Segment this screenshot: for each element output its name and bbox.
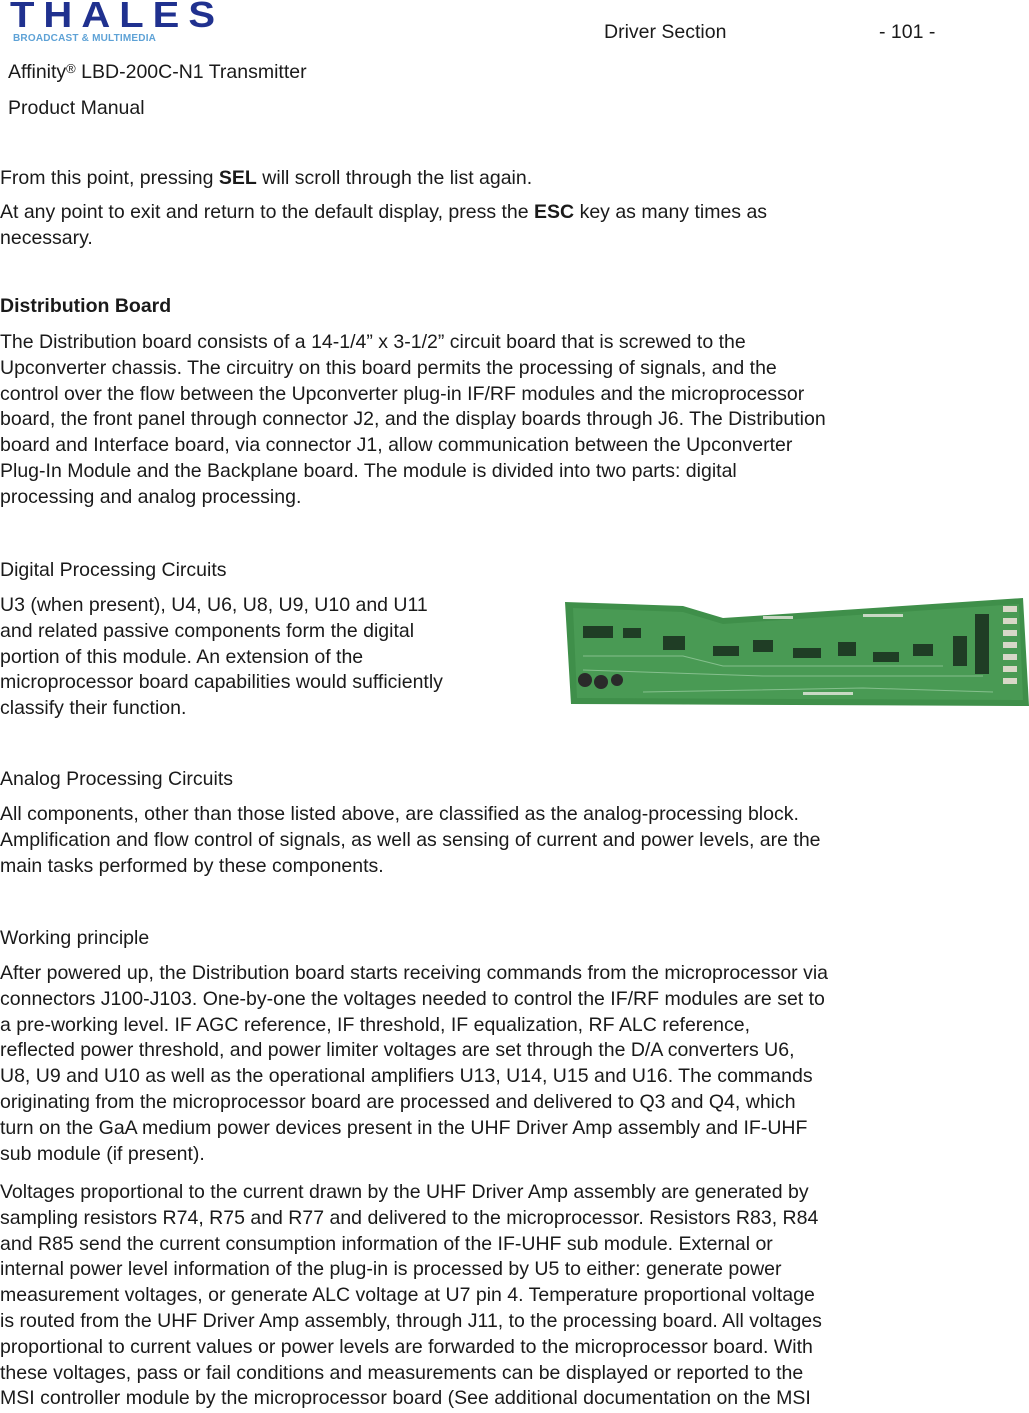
product-name	[8, 60, 307, 84]
digital-body: U3 (when present), U4, U6, U8, U9, U10 and U11 and related passive components form the digital portion of this module. An extension of the microprocessor board capabilities would sufficiently classify their function.	[0, 594, 443, 720]
product-prefix: Affinity	[8, 61, 67, 83]
working-body-2: Voltages proportional to the current drawn by the UHF Driver Amp assembly are generated by sampling resistors R74, R75 and R77 and delivered to the microprocessor. Resistors R83, R84 and R85 send the current consumption information of the IF-UHF sub module. External or internal power level information of the plug-in is processed by U5 to either: generate power measurement voltages, or generate ALC voltage at U7 pin 4. Temperature proportional voltage is routed from the UHF Driver Amp assembly, through J11, to the processing board. All voltages proportional to current values or power levels are forwarded to the microprocessor board. With these voltages, pass or fail conditions and measurements can be displayed or reported to the MSI controller module by the microprocessor board (See additional documentation on the MSI	[0, 1181, 822, 1410]
digital-heading: Digital Processing Circuits	[0, 559, 227, 581]
thales-logo	[10, 0, 236, 44]
section-title: Driver Section	[604, 21, 727, 43]
logo-tagline: BROADCAST & MULTIMEDIA	[13, 33, 157, 44]
manual-title: Product Manual	[8, 97, 145, 119]
working-body-1: After powered up, the Distribution board starts receiving commands from the microprocessor via connectors J100-J103. One-by-one the voltages needed to control the IF/RF modules are set to a pre-working level. IF AGC reference, IF threshold, IF equalization, RF ALC reference, reflected power threshold, and power limiter voltages are set through the D/A converters U6, U8, U9 and U10 as well as the operational amplifiers U13, U14, U15 and U16. The commands originating from the microprocessor board are processed and delivered to Q3 and Q4, which turn on the GaA medium power devices present in the UHF Driver Amp assembly and IF-UHF sub module (if present).	[0, 962, 829, 1165]
distribution-body: The Distribution board consists of a 14-1/4” x 3-1/2” circuit board that is screwed to the Upconverter chassis. The circuitry on this board permits the processing of signals, and the control over the flow between the Upconverter plug-in IF/RF modules and the microprocessor board, the front panel through connector J2, and the display boards through J6. The Distribution board and Interface board, via connector J1, allow communication between the Upconverter Plug-In Module and the Backplane board. The module is divided into two parts: digital processing and analog processing.	[0, 331, 826, 508]
sel-key: SEL	[218, 167, 257, 189]
working-heading: Working principle	[0, 927, 150, 949]
logo-wordmark: THALES	[10, 0, 224, 36]
analog-body: All components, other than those listed above, are classified as the analog-processing block. Amplification and flow control of signals, as well as sensing of current and power levels, are the main tasks performed by these components.	[0, 803, 821, 877]
esc-key: ESC	[534, 201, 575, 223]
intro-paragraph-1: From this point, pressing SEL will scroll through the list again.	[0, 167, 533, 189]
page-number: - 101 -	[879, 21, 936, 43]
product-suffix: LBD-200C-N1 Transmitter	[75, 61, 307, 83]
distribution-heading: Distribution Board	[0, 295, 172, 317]
distribution-board-photo	[563, 596, 1029, 708]
intro-paragraph-2: At any point to exit and return to the default display, press the ESC key as many times as necessary.	[0, 201, 768, 249]
registered-mark: ®	[66, 61, 76, 76]
analog-heading: Analog Processing Circuits	[0, 768, 234, 790]
